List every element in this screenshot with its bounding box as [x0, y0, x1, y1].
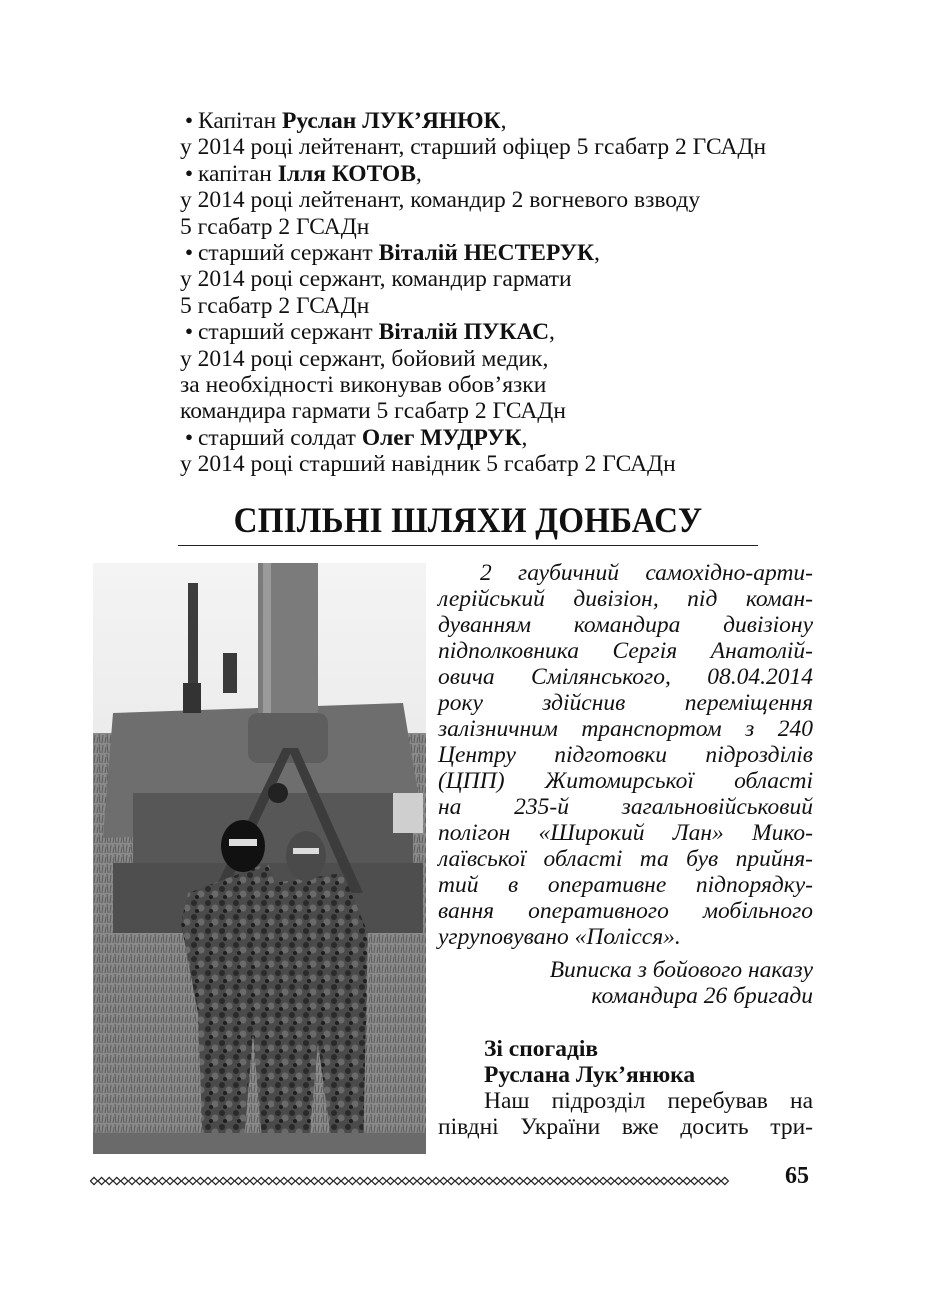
extract-line: (ЦПП) Житомирської області [438, 768, 813, 794]
entry-punct: , [594, 240, 600, 267]
order-extract [438, 560, 813, 950]
extract-line: овича Смілянського, 08.04.2014 [438, 664, 813, 690]
personnel-list [180, 108, 840, 478]
entry-rank: старший сержант [198, 319, 379, 346]
extract-line: угруповувано «Полісся». [438, 924, 681, 950]
page-number: 65 [785, 1163, 809, 1189]
extract-line: 2 гаубичний самохідно-арти- [480, 560, 813, 586]
extract-line: підполковника Сергія Анатолій- [438, 638, 813, 664]
entry-rank: капітан [198, 160, 278, 187]
source-line: командира 26 бригади [591, 983, 813, 1009]
soldiers-photo [93, 563, 426, 1154]
section-title: СПІЛЬНІ ШЛЯХИ ДОНБАСУ [233, 500, 703, 540]
extract-source [438, 957, 813, 1009]
memoir-line: півдні України вже досить три- [438, 1114, 813, 1140]
entry-name: Руслан ЛУК’ЯНЮК [282, 108, 501, 134]
extract-line: полігон «Широкий Лан» Мико- [438, 820, 813, 846]
entry-punct: , [521, 424, 528, 451]
entry-name: Олег МУДРУК [361, 424, 522, 451]
entry-rank: старший сержант [198, 240, 379, 267]
extract-line: лерійський дивізіон, під коман- [438, 586, 813, 612]
memoir-line: Наш підрозділ перебував на [484, 1088, 813, 1114]
memoir-author: Руслана Лук’янюка [484, 1062, 696, 1088]
list-entry [180, 425, 840, 478]
entry-detail: у 2014 році старший навідник 5 гсабатр 2 ГСАДн [180, 451, 676, 478]
entry-detail: у 2014 році сержант, бойовий медик, [180, 345, 549, 372]
source-line: Виписка з бойового наказу [549, 957, 813, 983]
entry-rank: Капітан [198, 108, 283, 134]
title-underline [178, 545, 758, 546]
list-entry [180, 240, 840, 319]
memoir-section [438, 1036, 813, 1140]
bullet: • [184, 319, 194, 346]
memoir-heading: Зі спогадів [484, 1036, 599, 1062]
entry-detail: у 2014 році сержант, командир гармати [180, 266, 572, 293]
entry-detail: 5 гсабатр 2 ГСАДн [180, 213, 370, 240]
bullet: • [184, 160, 194, 187]
extract-line: вання оперативного мобільного [438, 898, 813, 924]
bullet: • [184, 424, 194, 451]
entry-punct: , [500, 108, 507, 134]
entry-name: Віталій ПУКАС [378, 319, 550, 346]
list-entry [180, 319, 840, 425]
entry-detail: у 2014 році лейтенант, старший офіцер 5 гсабатр 2 ГСАДн [180, 134, 767, 161]
entry-detail: у 2014 році лейтенант, командир 2 вогневого взводу [180, 187, 701, 214]
entry-detail: командира гармати 5 гсабатр 2 ГСАДн [180, 398, 566, 425]
list-entry [180, 108, 840, 161]
entry-punct: , [549, 319, 555, 346]
extract-line: залізничним транспортом з 240 [438, 716, 813, 742]
extract-line: Центру підготовки підрозділів [438, 742, 813, 768]
extract-line: лаївської області та був прийня- [438, 846, 813, 872]
entry-name: Віталій НЕСТЕРУК [378, 240, 595, 267]
extract-line: дуванням командира дивізіону [438, 612, 813, 638]
list-entry [180, 161, 840, 240]
extract-line: на 235-й загальновійськовий [438, 794, 813, 820]
artillery-photo-illustration [93, 563, 426, 1154]
entry-name: Ілля КОТОВ [277, 160, 416, 187]
bullet: • [184, 240, 194, 267]
entry-detail: за необхідності виконував обов’язки [180, 372, 547, 399]
entry-detail: 5 гсабатр 2 ГСАДн [180, 292, 370, 319]
footer-ornament [90, 1175, 735, 1187]
extract-line: тий в оперативне підпорядку- [438, 872, 813, 898]
entry-rank: старший солдат [198, 424, 362, 451]
entry-punct: , [415, 160, 422, 187]
extract-line: року здійснив переміщення [438, 690, 813, 716]
bullet: • [184, 108, 194, 134]
